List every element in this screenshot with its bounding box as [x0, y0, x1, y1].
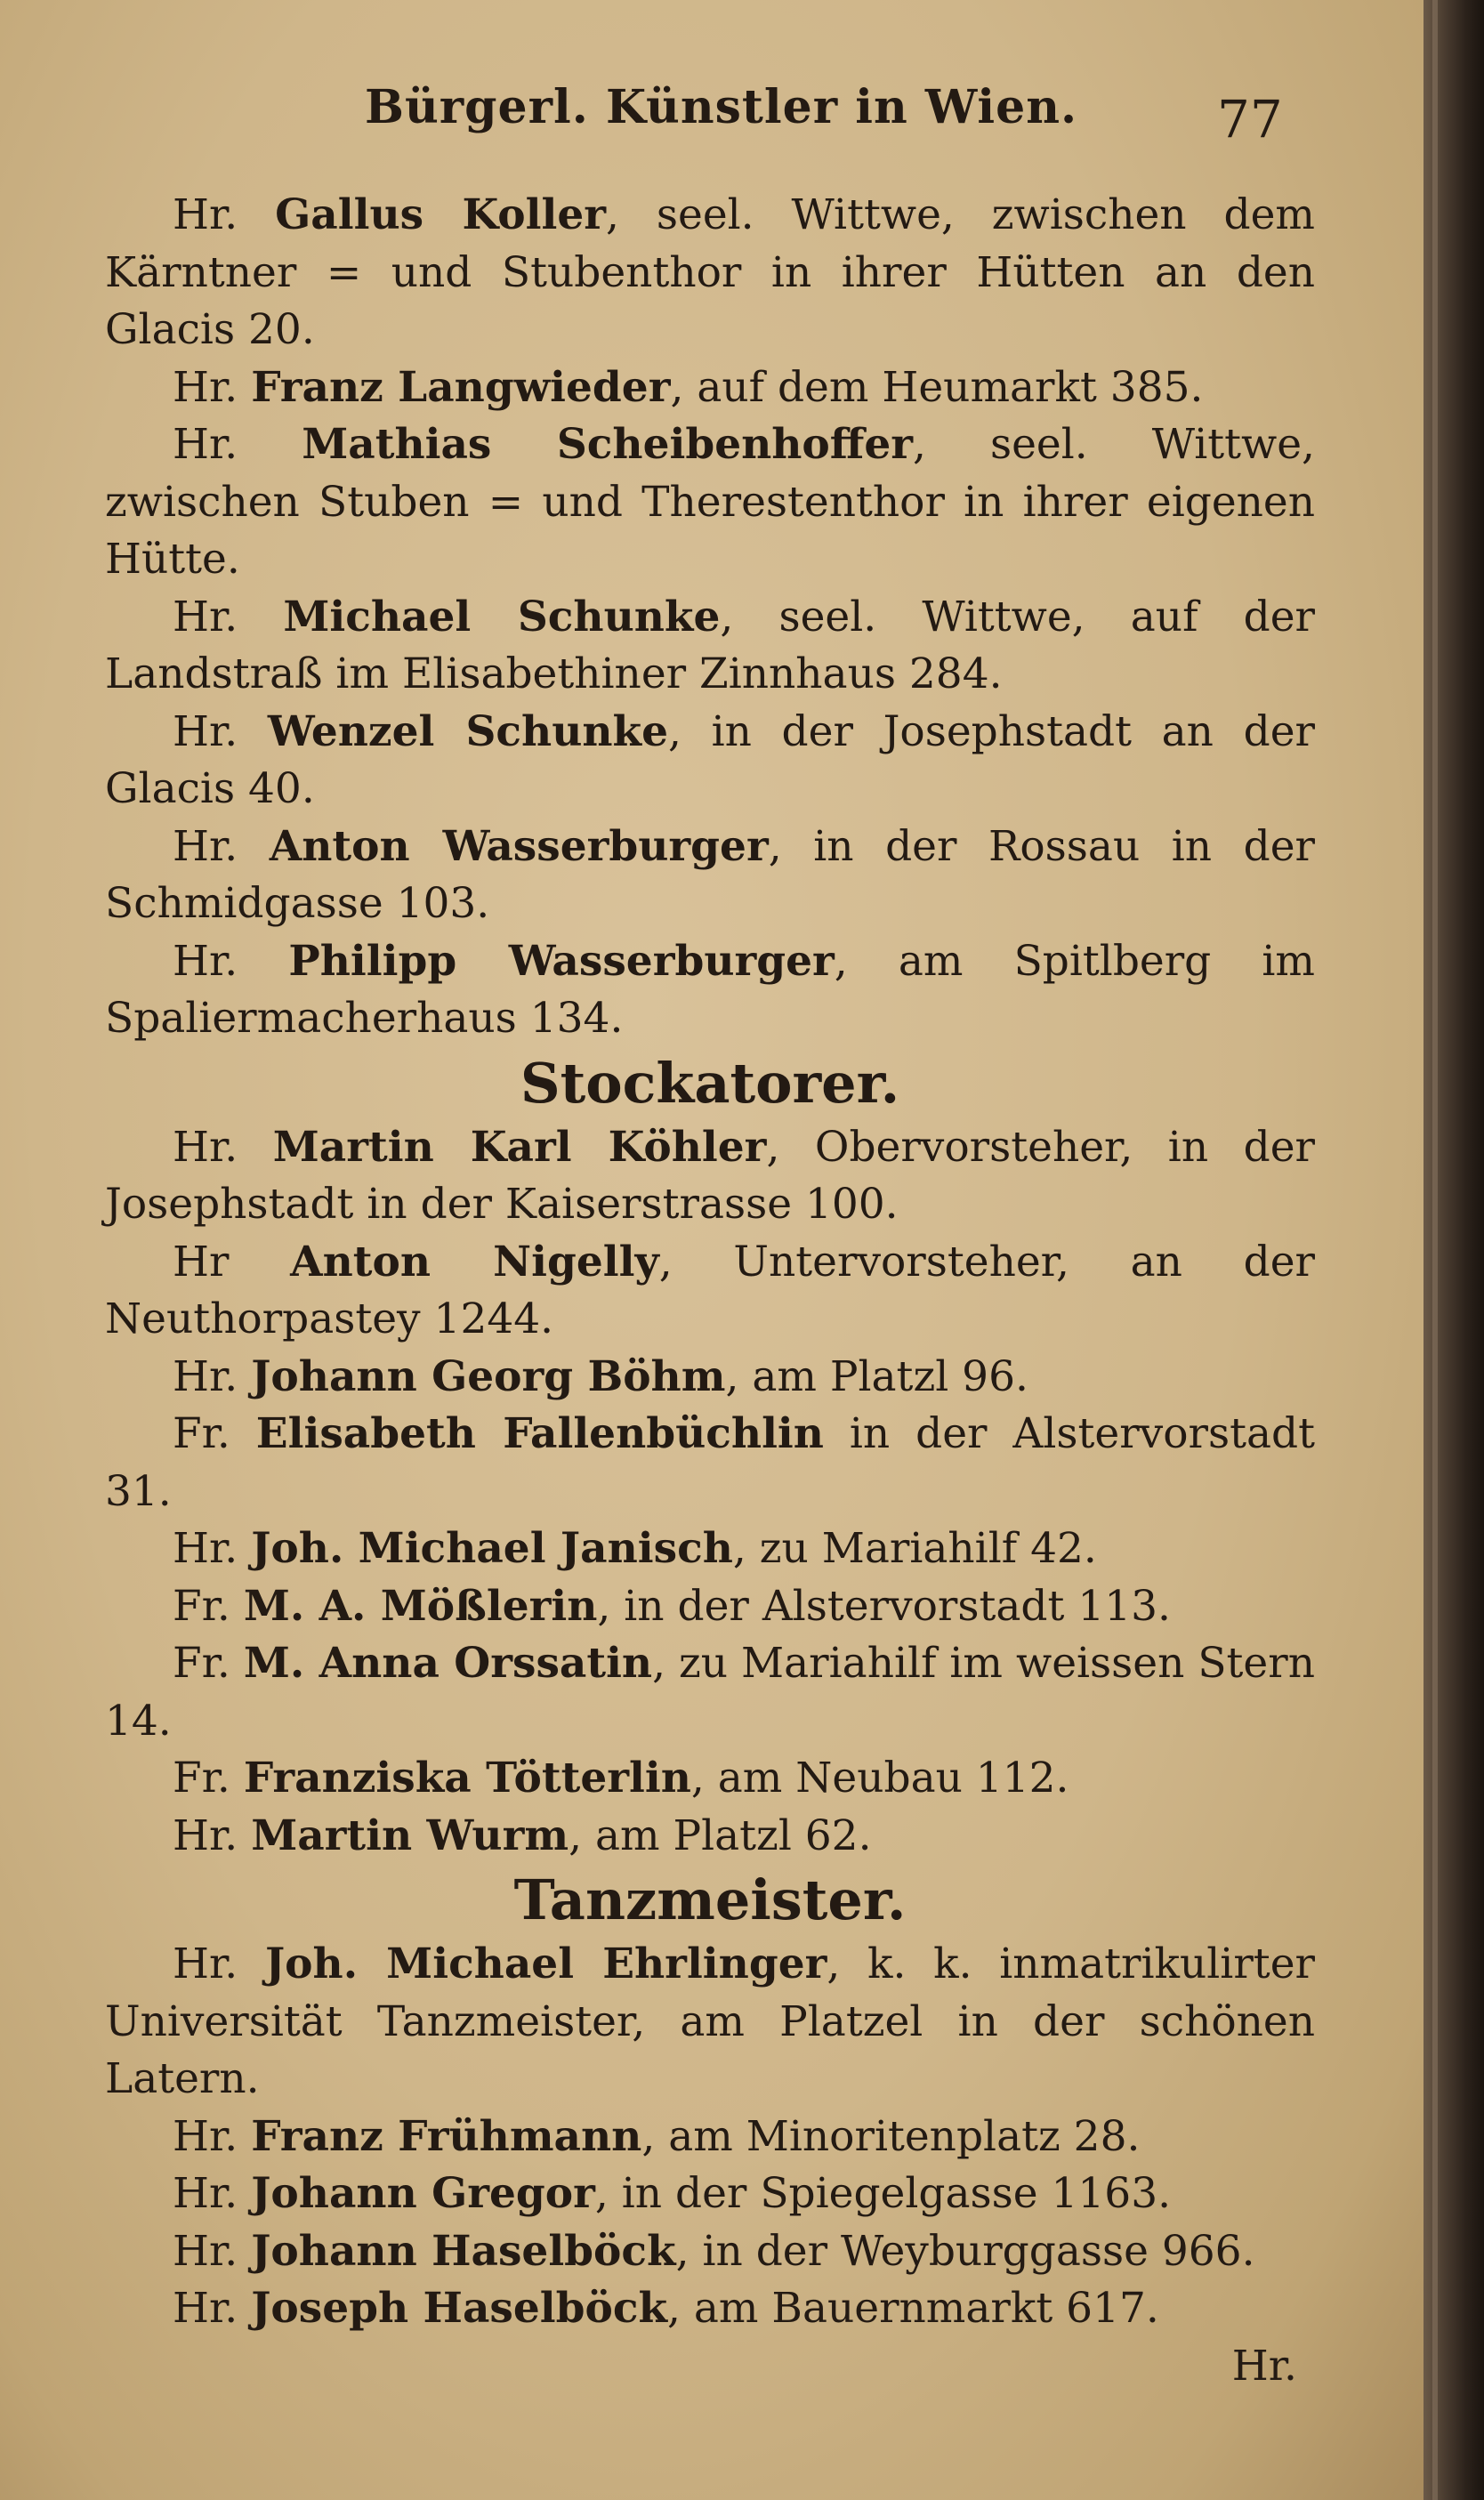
- entry-title: Fr.: [173, 1409, 230, 1458]
- section-heading-stockatorer: Stockatorer.: [520, 1050, 900, 1116]
- entry-address: , am Bauernmarkt 617.: [667, 2284, 1159, 2333]
- entry-name: Michael Schunke: [283, 592, 721, 641]
- entry-name: Elisabeth Fallenbüchlin: [255, 1409, 824, 1458]
- page-edge: [1432, 0, 1438, 2500]
- entry-address: , k. k. inmatrikulirter Universität Tanzmeister, am Platzel in der schönen Latern.: [105, 1940, 1315, 2103]
- entry-address: , am Spitlberg im Spaliermacherhaus 134.: [105, 936, 1315, 1043]
- entry-address: , in der Josephstadt an der Glacis 40.: [105, 706, 1315, 813]
- entry-title: Fr.: [173, 1581, 230, 1631]
- entry-title: Hr.: [173, 420, 238, 469]
- entry-address: , zu Mariahilf im weissen Stern 14.: [105, 1639, 1315, 1746]
- entry-address: , seel. Wittwe, zwischen Stuben = und Therestenthor in ihrer eigenen Hütte.: [105, 420, 1315, 584]
- entry-name: Johann Haselböck: [251, 2226, 676, 2276]
- directory-entry: [105, 2165, 1315, 2223]
- entry-address: , in der Alstervorstadt 113.: [597, 1581, 1171, 1631]
- directory-entry: [105, 1119, 1315, 1234]
- entry-title: Hr.: [173, 1351, 238, 1401]
- entry-name: Joh. Michael Ehrlinger: [264, 1940, 827, 1988]
- directory-entry: [105, 1936, 1315, 2109]
- entry-name: M. A. Mößlerin: [243, 1581, 598, 1631]
- entry-name: Anton Wasserburger: [269, 821, 769, 871]
- entry-name: Gallus Koller: [275, 190, 607, 239]
- entry-address: , seel. Wittwe, zwischen dem Kärntner = und Stubenthor in ihrer Hütten an den Glacis 20.: [105, 190, 1315, 354]
- section-heading-tanzmeister: Tanzmeister.: [513, 1867, 907, 1932]
- entry-name: Martin Karl Köhler: [272, 1122, 767, 1172]
- entry-title: Hr.: [173, 2111, 238, 2161]
- entry-title: Hr.: [173, 1524, 238, 1573]
- directory-entry: [105, 1750, 1315, 1808]
- entry-title: Hr.: [173, 2226, 238, 2276]
- entry-title: Hr.: [173, 190, 238, 239]
- entry-address: , in der Weyburggasse 966.: [675, 2226, 1255, 2276]
- directory-entry: [105, 2109, 1315, 2166]
- entry-title: Hr.: [173, 936, 238, 986]
- directory-entry: [105, 187, 1315, 359]
- book-gutter: [1424, 0, 1484, 2500]
- entry-name: Anton Nigelly: [290, 1237, 659, 1286]
- directory-entry: [105, 1635, 1315, 1750]
- directory-entry: [105, 1406, 1315, 1520]
- entry-address: , Obervorsteher, in der Josephstadt in der Kaiserstrasse 100.: [105, 1122, 1315, 1229]
- entry-address: , in der Spiegelgasse 1163.: [594, 2169, 1172, 2218]
- entry-address: , in der Rossau in der Schmidgasse 103.: [105, 821, 1315, 928]
- entry-address: in der Alstervorstadt 31.: [105, 1409, 1315, 1516]
- entry-title: Fr.: [173, 1754, 230, 1802]
- directory-entry: [105, 2280, 1315, 2338]
- entry-address: , seel. Wittwe, auf der Landstraß im Elisabethiner Zinnhaus 284.: [105, 592, 1315, 698]
- directory-entry: [105, 1808, 1315, 1866]
- directory-entry: [105, 704, 1315, 819]
- directory-entry: [105, 589, 1315, 704]
- entry-name: Franz Langwieder: [251, 362, 671, 412]
- entry-name: Wenzel Schunke: [267, 706, 668, 756]
- directory-entry: [105, 1578, 1315, 1636]
- entry-title: Hr.: [173, 2169, 238, 2218]
- entry-name: Philipp Wasserburger: [288, 936, 835, 986]
- page-number: 77: [1217, 89, 1283, 149]
- directory-entry: [105, 1349, 1315, 1407]
- entry-address: , am Platzl 96.: [725, 1351, 1028, 1401]
- entry-name: Franziska Tötterlin: [243, 1754, 691, 1802]
- entry-name: Johann Gregor: [251, 2169, 595, 2218]
- page-body: [105, 187, 1315, 2395]
- entry-name: Joh. Michael Janisch: [251, 1524, 733, 1573]
- entry-title: Hr: [173, 1237, 230, 1286]
- entry-name: Johann Georg Böhm: [251, 1351, 726, 1401]
- directory-entry: [105, 1520, 1315, 1578]
- entry-name: M. Anna Orssatin: [243, 1639, 653, 1688]
- entry-title: Hr.: [173, 592, 238, 641]
- entry-title: Hr.: [173, 1122, 238, 1172]
- directory-entry: [105, 933, 1315, 1048]
- entry-title: Fr.: [173, 1639, 230, 1688]
- directory-entry: [105, 2223, 1315, 2281]
- entry-title: Hr.: [173, 1810, 238, 1860]
- directory-entry: [105, 1234, 1315, 1349]
- entry-address: , zu Mariahilf 42.: [732, 1524, 1097, 1573]
- entry-name: Franz Frühmann: [251, 2111, 642, 2161]
- entry-title: Hr.: [173, 362, 238, 412]
- running-head: Bürgerl. Künstler in Wien.: [365, 80, 1078, 134]
- entry-address: , auf dem Heumarkt 385.: [670, 362, 1204, 412]
- directory-entry: [105, 416, 1315, 589]
- entry-name: Joseph Haselböck: [251, 2284, 668, 2333]
- directory-entry: [105, 359, 1315, 417]
- directory-entry: [105, 819, 1315, 933]
- entry-name: Martin Wurm: [251, 1810, 569, 1860]
- entry-title: Hr.: [173, 821, 238, 871]
- entry-address: , am Minoritenplatz 28.: [641, 2111, 1141, 2161]
- entry-title: Hr.: [173, 1940, 238, 1988]
- catchword: Hr.: [1231, 2341, 1297, 2391]
- entry-address: , am Platzl 62.: [569, 1810, 872, 1860]
- entry-address: , am Neubau 112.: [690, 1754, 1069, 1802]
- entry-address: , Untervorsteher, an der Neuthorpastey 1244.: [105, 1237, 1315, 1343]
- entry-title: Hr.: [173, 706, 238, 756]
- entry-title: Hr.: [173, 2284, 238, 2333]
- entry-name: Mathias Scheibenhoffer: [302, 420, 914, 469]
